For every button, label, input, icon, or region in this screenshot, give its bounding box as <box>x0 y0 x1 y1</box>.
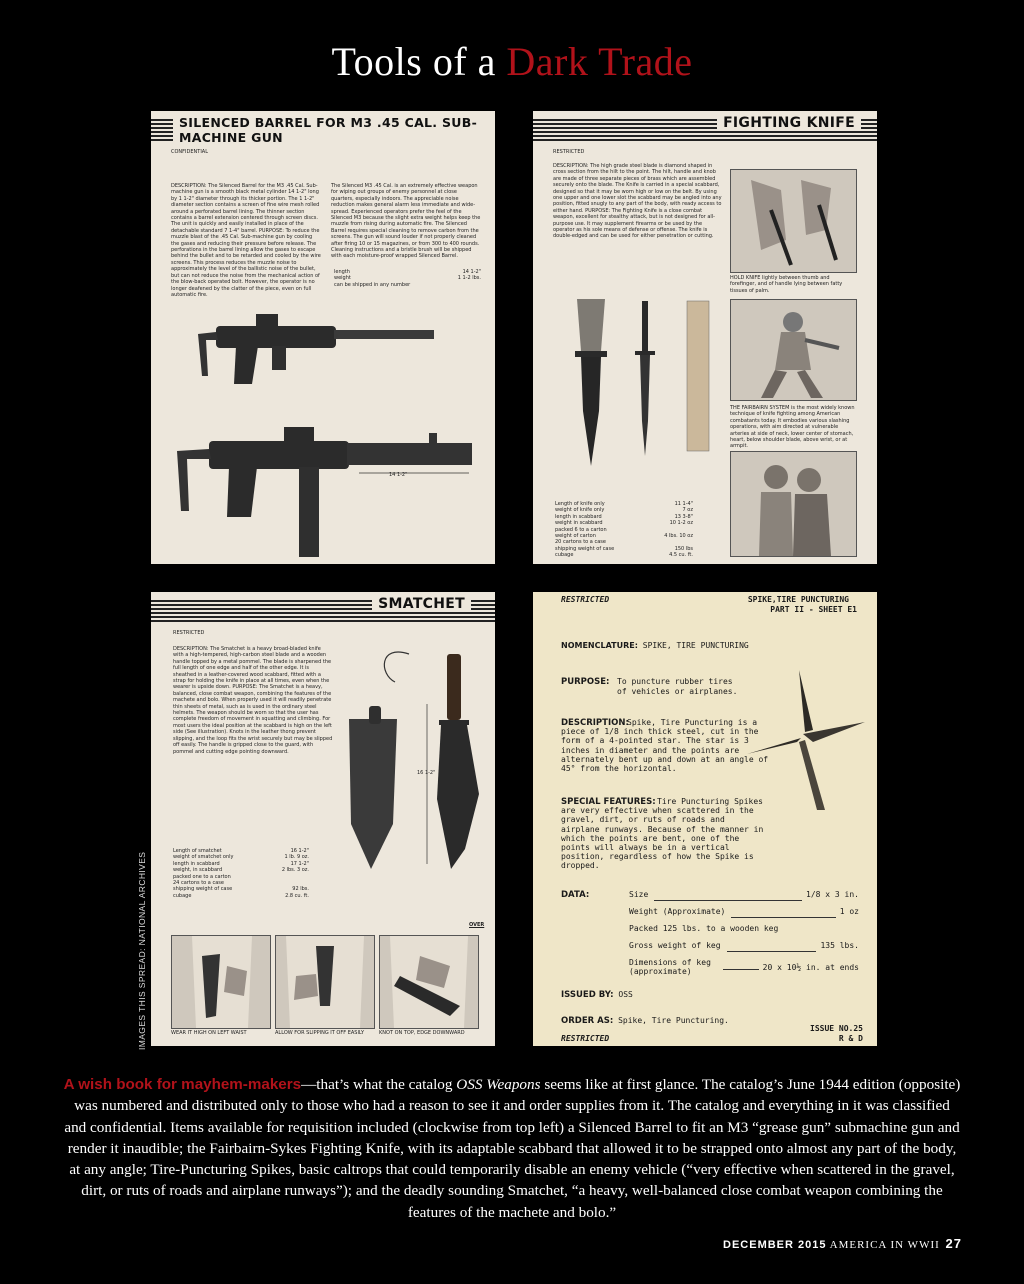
m3-gun-icon <box>196 306 436 401</box>
smatchet-icon <box>339 624 489 894</box>
dimension-label: 16 1-2" <box>417 770 436 776</box>
nomenclature-label: NOMENCLATURE: <box>561 641 638 650</box>
caption-italic: OSS Weapons <box>456 1076 541 1093</box>
description-label: DESCRIPTION: <box>561 718 629 728</box>
caption-text-1: —that’s what the catalog <box>301 1076 457 1093</box>
system-caption: THE FAIRBAIRN SYSTEM is the most widely known technique of knife fighting among American combatants today. It embodies various slashing operations, with aim directed at vulnerable arteries at side of neck, lower center of stomach, heart, below shoulder blade, above wrist, or at armpit. <box>730 405 855 450</box>
description-right: The Silenced M3 .45 Cal. is an extremely effective weapon for wiping out groups of enemy personnel at close quarters, especially indoors. The appreciable noise reduction makes general alarm less immediate and wide-spread. Experienced operators prefer the feel of the Silenced M3 because the slight extra weight helps keep the muzzle from rising during automatic fire. The Silenced Barrel requires special cleaning to remove carbon from the screens. The gun will sound louder if not properly cleaned after firing 10 or 15 magazines, or from 300 to 400 rounds. Cleaning instructions and a bristle brush will be shipped with each moisture-proof wrapped Silenced Barrel. <box>331 183 481 260</box>
panel-header: SMATCHET <box>372 596 471 612</box>
data-key: Size <box>629 890 649 899</box>
footer-magazine: AMERICA IN WWII <box>829 1239 940 1251</box>
issued-value: OSS <box>618 990 633 999</box>
restricted-bottom: RESTRICTED <box>561 1034 610 1043</box>
order-value: Spike, Tire Puncturing. <box>618 1016 729 1025</box>
panel-spike <box>533 592 877 1046</box>
data-value: 1 oz <box>839 907 859 916</box>
data-key: Weight (Approximate) <box>629 907 726 916</box>
data-row <box>629 941 859 958</box>
panel-smatchet <box>151 592 495 1046</box>
hold-caption: HOLD KNIFE lightly between thumb and forefinger, and of handle lying between fatty tissues of palm. <box>730 275 843 294</box>
slip-illustration <box>275 935 375 1029</box>
data-row <box>629 924 859 941</box>
illustration-caption-2: ALLOW FOR SLIPPING IT OFF EASILY <box>275 1030 365 1036</box>
panel-header: FIGHTING KNIFE <box>717 115 861 131</box>
wear-illustration <box>171 935 271 1029</box>
data-key: Dimensions of keg (approximate) <box>629 958 711 976</box>
issued-label: ISSUED BY: <box>561 990 614 1000</box>
data-key: Packed 125 lbs. to a wooden keg <box>629 924 779 933</box>
spec-labels: Length of smatchet weight of smatchet only length in scabbard weight, in scabbard packed one to a carton 24 cartons to a case shipping weight of case cubage <box>173 848 234 899</box>
issue-number: ISSUE NO.25 <box>810 1024 863 1033</box>
classification-label: RESTRICTED <box>553 149 585 155</box>
caption-text-2: seems like at first glance. The catalog’s June 1944 edition (opposite) was numbered and distributed only to those who had a reason to see it and order supplies from it. The catalog and everything in it was classified and confidential. Items available for requisition included (clockwise from top left) a Silenced Barrel to fit an M3 “grease gun” submachine gun and render it inaudible; the Fairbairn-Sykes Fighting Knife, with its adaptable scabbard that allowed it to be strapped onto almost any part of the body, at any angle; Tire-Puncturing Spikes, basic caltrops that could temporarily disable an enemy vehicle (“very effective when scattered in the gravel, dirt, or ruts of roads and airplane runways”); and the deadly sounding Smatchet, “a heavy, well-balanced close combat weapon combining the features of the machete and bolo.” <box>64 1076 961 1221</box>
rd-label: R & D <box>838 1034 863 1043</box>
knife-grip-illustration <box>730 169 857 273</box>
spec-values: 11 1-4" 7 oz 13 3-8" 10 1-2 oz 4 lbs. 10 oz 150 lbs 4.5 cu. ft. <box>664 501 693 559</box>
combat-illustration <box>730 451 857 557</box>
data-row <box>629 907 859 924</box>
spec-labels: Length of knife only weight of knife only length in scabbard weight in scabbard packed 6 to a carton weight of carton 20 cartons to a case shipping weight of case cubage <box>555 501 615 559</box>
data-label: DATA: <box>561 890 590 900</box>
classification-label: CONFIDENTIAL <box>171 149 209 155</box>
page-number: 27 <box>945 1236 962 1251</box>
part-label: PART II - SHEET E1 <box>770 605 857 614</box>
nomenclature-value: SPIKE, TIRE PUNCTURING <box>642 641 749 650</box>
classification-label: RESTRICTED <box>173 630 205 636</box>
description-text: Spike, Tire Puncturing is a piece of 1/8 inch thick steel, cut in the form of a 4-pointed star. The star is 3 inches in diameter and the points are alternately bent up and down at an angle of 45° from the horizontal. <box>561 718 769 774</box>
over-label: OVER <box>469 922 485 928</box>
fairbairn-illustration <box>730 299 857 401</box>
data-key: Gross weight of keg <box>629 941 721 950</box>
nomenclature-row <box>561 641 749 650</box>
caption <box>62 1074 962 1223</box>
data-row <box>629 958 859 980</box>
description: DESCRIPTION: The Smatchet is a heavy broad-bladed knife with a high-tempered, high-carbon steel blade and a wooden handle topped by a metal pommel. The blade is sharpened the full length of one edge and half of the other edge. It is sheathed in a leather-covered wood scabbard, fitted with a strap for holding the knife in place at all times, even when the wearer is upside down. PURPOSE: The Smatchet is a heavy, balanced, close combat weapon, combining the features of the machete and bolo. When properly used it will readily penetrate thin sheets of metal, such as is used in the ordinary steel helmets. The weapon should be worn so that the user has complete freedom of movement in squatting and climbing. For most users the ideal position at the scabbard is high on the left side (See illustration). Knots in the leather thong prevent slipping, and the loop fits the wrist securely but may be slipped off easily. The handle is gripped close to the guard, with pommel and cutting edge pointing downward. <box>173 646 333 755</box>
purpose-label: PURPOSE: <box>561 677 610 687</box>
m3-silenced-gun-icon <box>169 421 479 561</box>
order-row <box>561 1016 729 1026</box>
knot-illustration <box>379 935 479 1029</box>
purpose-text: To puncture rubber tires of vehicles or airplanes. <box>617 677 738 696</box>
spec-labels: length weight can be shipped in any number <box>334 269 411 288</box>
description: DESCRIPTION: The high grade steel blade is diamond shaped in cross section from the hilt to the point. The hilt, handle and knob are made of three separate pieces of brass which are assembled securely onto the blade. The Knife is carried in a special scabbard, designed so that it may be worn high or low on the belt. By using one upper and one lower slot the scabbard may be angled into any position, fitted snugly to any part of the body, with ready access to either hand. PURPOSE: The Fighting Knife is a close combat weapon, excellent for stealthy attack, but is not designed for all-purpose use. It may supplement firearms or be used by the operator as his sole means of defense or offense. The knife is double-edged and can be used for either penetration or cutting. <box>553 163 722 240</box>
dimension-label: 14 1-2" <box>389 472 408 478</box>
description-left: DESCRIPTION: The Silenced Barrel for the M3 .45 Cal. Sub-machine gun is a smooth black metal cylinder 14 1-2" long by 1 1-2" diameter through its thicker portion. The 1 1-2" diameter section contains a screen of fine wire mesh rolled around a perforated barrel lining. The thinner section contains a barrel extension centered through screen discs. The unit is quickly and easily installed in place of the detachable standard 7 1-4" barrel. PURPOSE: To reduce the muzzle blast of the .45 Cal. Sub-machine gun by cooling the gases and reducing their pressure before release. The perforations in the barrel lining allow the gases to escape behind the bullet and to be retarded and cooled by the wire screens. This process reduces the muzzle noise to approximately the level of the ballistic noise of the bullet, but can not reduce the noise from the mechanical action of the blow-back operated bolt. However, the operator is no longer deafened by the clatter of the piece, even on full automatic fire. <box>171 183 321 298</box>
data-value: 135 lbs. <box>820 941 859 950</box>
spec-values: 14 1-2" 1 1-2 lbs. <box>457 269 481 282</box>
title-accent: Dark Trade <box>506 39 693 84</box>
restricted-top: RESTRICTED <box>561 595 610 604</box>
image-credit: IMAGES THIS SPREAD: NATIONAL ARCHIVES <box>137 851 147 1050</box>
spike-header: SPIKE,TIRE PUNCTURING <box>747 595 849 604</box>
issued-row <box>561 990 633 1000</box>
data-row <box>629 890 859 907</box>
features-label: SPECIAL FEATURES: <box>561 797 656 807</box>
panel-silenced-barrel <box>151 111 495 564</box>
page-footer <box>723 1236 962 1251</box>
panel-header: SILENCED BARREL FOR M3 .45 CAL. SUB-MACHINE GUN <box>173 115 495 145</box>
spec-values: 16 1-2" 1 lb. 9 oz. 17 1-2" 2 lbs. 3 oz. 92 lbs. 2.8 cu. ft. <box>281 848 309 899</box>
page-title <box>0 38 1024 85</box>
data-value: 1/8 x 3 in. <box>806 890 859 899</box>
caltrop-icon <box>739 660 869 812</box>
features-text: Tire Puncturing Spikes are very effective when scattered in the gravel, dirt, or ruts of roads and airplane runways. Because of the manner in which the points are bent, one of the points will always be in a vertical position, regardless of how the Spike is dropped. <box>561 797 764 871</box>
illustration-caption-1: WEAR IT HIGH ON LEFT WAIST <box>171 1030 247 1036</box>
title-part1: Tools of a <box>331 39 507 84</box>
data-table <box>629 890 859 980</box>
illustration-caption-3: KNOT ON TOP, EDGE DOWNWARD <box>379 1030 465 1036</box>
order-label: ORDER AS: <box>561 1016 614 1026</box>
panel-fighting-knife <box>533 111 877 564</box>
footer-month: DECEMBER 2015 <box>723 1239 827 1251</box>
caption-lead: A wish book for mayhem-makers <box>63 1076 302 1093</box>
data-value: 20 x 10½ in. at ends <box>762 963 859 972</box>
